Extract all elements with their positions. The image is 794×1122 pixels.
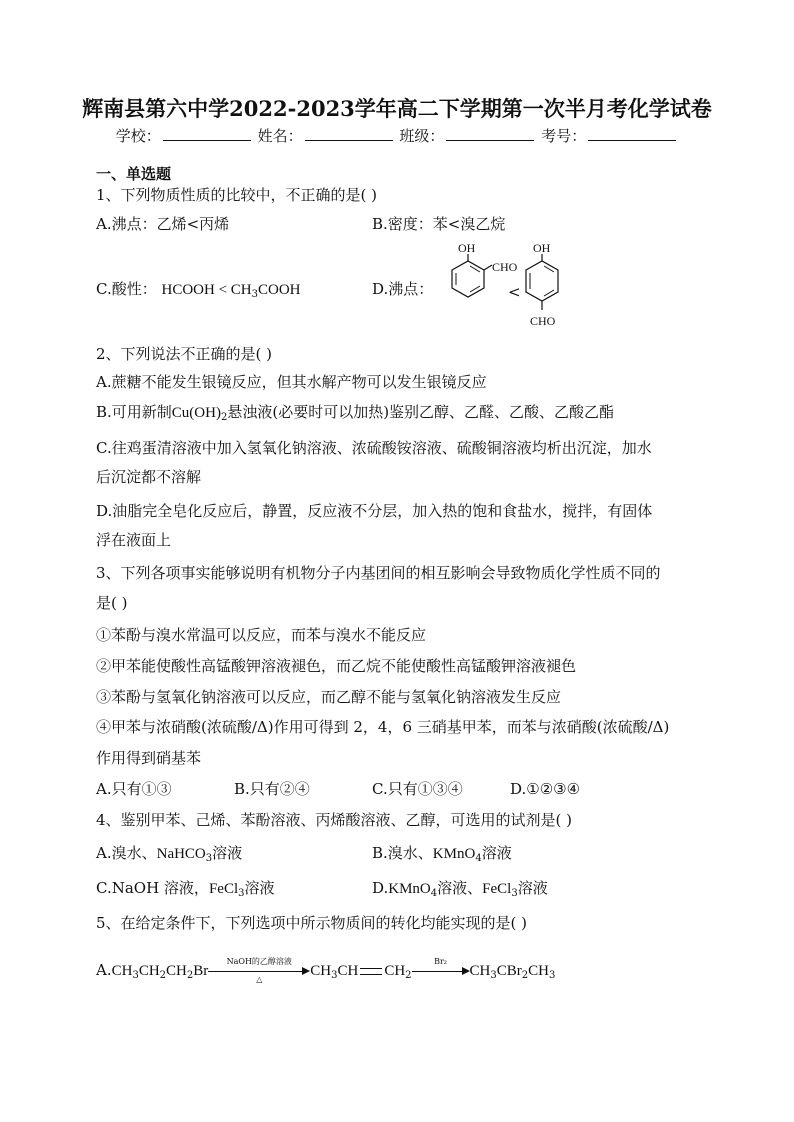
struct2-oh: OH — [533, 241, 551, 255]
number-blank[interactable] — [588, 126, 676, 141]
q4-a-sub: 3 — [205, 853, 213, 864]
q4-d-mid: 溶液、 — [437, 879, 483, 897]
q1-option-b: B.密度：苯<溴乙烷 — [372, 215, 506, 233]
q4-c-sub: 3 — [238, 888, 245, 899]
q3-item-4-line2: 作用得到硝基苯 — [96, 749, 202, 767]
q3-stem-line1: 3、下列各项事实能够说明有机物分子内基团间的相互影响会导致物质化学性质不同的 — [96, 564, 661, 582]
q4-d-post: 溶液 — [517, 879, 548, 897]
para-hydroxybenzaldehyde-structure — [520, 252, 564, 322]
q4-b-sub: 4 — [475, 853, 482, 864]
q3-item-4-line1: ④甲苯与浓硝酸(浓硫酸/Δ)作用可得到 2，4，6 三硝基甲苯，而苯与浓硝酸(浓硫酸/Δ) — [96, 718, 670, 736]
q2-option-c-line1: C.往鸡蛋清溶液中加入氢氧化钠溶液、浓硫酸铵溶液、硫酸铜溶液均析出沉淀，加水 — [96, 439, 652, 457]
q5-reactant-3: CH — [166, 963, 187, 979]
q4-b-pre: B.溴水、 — [372, 844, 433, 862]
q5-reactant-3-sub: 2 — [186, 970, 194, 981]
q1-option-c — [96, 279, 301, 300]
q5-arrow-2-condition: Br₂ — [434, 957, 447, 966]
q4-c-post: 溶液 — [244, 879, 275, 897]
q2-option-d-line2: 浮在液面上 — [96, 531, 172, 549]
q5-product-3-sub: 2 — [405, 970, 412, 981]
q4-d-formula2: FeCl — [482, 881, 512, 897]
q5-product-1: CH — [310, 963, 332, 979]
q3-option-c: C.只有①③④ — [372, 780, 463, 798]
name-label: 姓名： — [257, 127, 303, 145]
q2-b-sub: 2 — [220, 412, 228, 423]
q4-stem: 4、鉴别甲苯、己烯、苯酚溶液、丙烯酸溶液、乙醇，可选用的试剂是( ) — [96, 811, 573, 829]
q4-option-c — [96, 878, 275, 899]
arrow-head-icon — [462, 967, 470, 975]
q5-reactant-1: CH — [111, 963, 133, 979]
q5-product-2: CH — [337, 963, 359, 979]
q5-reactant-2-sub: 2 — [159, 970, 167, 981]
q4-c-formula: FeCl — [208, 881, 239, 897]
q2-b-post: 悬浊液(必要时可以加热)鉴别乙醇、乙醛、乙酸、乙酸乙酯 — [227, 403, 615, 421]
q3-option-a: A.只有①③ — [96, 780, 172, 798]
class-blank[interactable] — [446, 126, 534, 141]
q3-item-1: ①苯酚与溴水常温可以反应，而苯与溴水不能反应 — [96, 626, 427, 644]
q5-final-2-sub: 2 — [521, 970, 529, 981]
q4-d-pre: D. — [372, 879, 389, 897]
school-blank[interactable] — [163, 126, 251, 141]
arrow-head-icon — [302, 967, 310, 975]
q1-c-label: C.酸性： — [96, 280, 157, 298]
q2-option-a: A.蔗糖不能发生银镜反应，但其水解产物可以发生银镜反应 — [96, 373, 487, 391]
q4-option-d — [372, 878, 548, 899]
q5-a-pre: A. — [96, 961, 112, 979]
q4-option-b — [372, 843, 512, 864]
q1-option-a: A.沸点：乙烯<丙烯 — [96, 215, 230, 233]
q4-c-pre: C.NaOH 溶液， — [96, 879, 209, 897]
q5-final-1: CH — [469, 963, 491, 979]
q5-final-2: CBr — [496, 963, 522, 979]
q5-reactant-2: CH — [138, 963, 160, 979]
q5-final-3: CH — [528, 963, 549, 979]
double-bond-icon — [360, 968, 382, 975]
q5-final-3-sub: 3 — [549, 970, 556, 981]
q1-c-formula-right: COOH — [258, 282, 301, 298]
struct1-oh: OH — [458, 241, 476, 255]
q4-b-post: 溶液 — [481, 844, 512, 862]
q5-option-a — [96, 957, 556, 984]
q5-reactant-1-sub: 3 — [132, 970, 139, 981]
q4-b-formula: KMnO — [432, 846, 476, 862]
q1-c-sub: 3 — [251, 289, 259, 300]
q3-item-2: ②甲苯能使酸性高锰酸钾溶液褪色，而乙烷不能使酸性高锰酸钾溶液褪色 — [96, 657, 577, 675]
q5-reactant-4: Br — [193, 963, 209, 979]
q2-option-b — [96, 402, 614, 423]
q5-arrow-1-heat: △ — [256, 975, 263, 984]
q2-b-formula: Cu(OH) — [171, 405, 221, 421]
q3-option-d: D.①②③④ — [510, 780, 581, 798]
q1-d-less-than: < — [508, 283, 521, 301]
q1-option-d-label: D.沸点： — [372, 280, 434, 298]
q4-a-formula: NaHCO — [156, 846, 206, 862]
q5-arrow-1-condition: NaOH的乙醇溶液 — [226, 957, 292, 966]
q4-d-sub2: 3 — [511, 888, 518, 899]
q4-d-formula1: KMnO — [388, 881, 431, 897]
school-label: 学校： — [115, 127, 161, 145]
number-label: 考号： — [541, 127, 587, 145]
q2-stem: 2、下列说法不正确的是( ) — [96, 345, 273, 363]
q4-a-post: 溶液 — [212, 844, 243, 862]
student-info-row — [0, 126, 794, 146]
q2-option-d-line1: D.油脂完全皂化反应后，静置，反应液不分层，加入热的饱和食盐水，搅拌，有固体 — [96, 502, 653, 520]
q2-b-pre: B.可用新制 — [96, 403, 172, 421]
q4-option-a — [96, 843, 242, 864]
q1-stem: 1、下列物质性质的比较中，不正确的是( ) — [96, 186, 378, 204]
q5-arrow-2 — [412, 957, 470, 981]
struct1-cho: CHO — [492, 260, 518, 274]
name-blank[interactable] — [305, 126, 393, 141]
q1-c-formula-left: HCOOH < CH — [161, 282, 252, 298]
q5-final-1-sub: 3 — [490, 970, 497, 981]
struct2-cho: CHO — [530, 314, 556, 328]
q5-stem: 5、在给定条件下，下列选项中所示物质间的转化均能实现的是( ) — [96, 914, 528, 932]
q3-stem-line2: 是( ) — [96, 594, 128, 612]
q4-d-sub1: 4 — [430, 888, 438, 899]
q5-product-1-sub: 3 — [331, 970, 338, 981]
exam-title: 辉南县第六中学2022-2023学年高二下学期第一次半月考化学试卷 — [82, 96, 712, 121]
q2-option-c-line2: 后沉淀都不溶解 — [96, 468, 202, 486]
section-heading: 一、单选题 — [96, 165, 172, 183]
q3-item-3: ③苯酚与氢氧化钠溶液可以反应，而乙醇不能与氢氧化钠溶液发生反应 — [96, 688, 562, 706]
q4-a-pre: A.溴水、 — [96, 844, 157, 862]
q5-arrow-1 — [208, 957, 310, 984]
q5-product-3: CH — [384, 963, 406, 979]
class-label: 班级： — [399, 127, 445, 145]
q3-option-b: B.只有②④ — [234, 780, 310, 798]
